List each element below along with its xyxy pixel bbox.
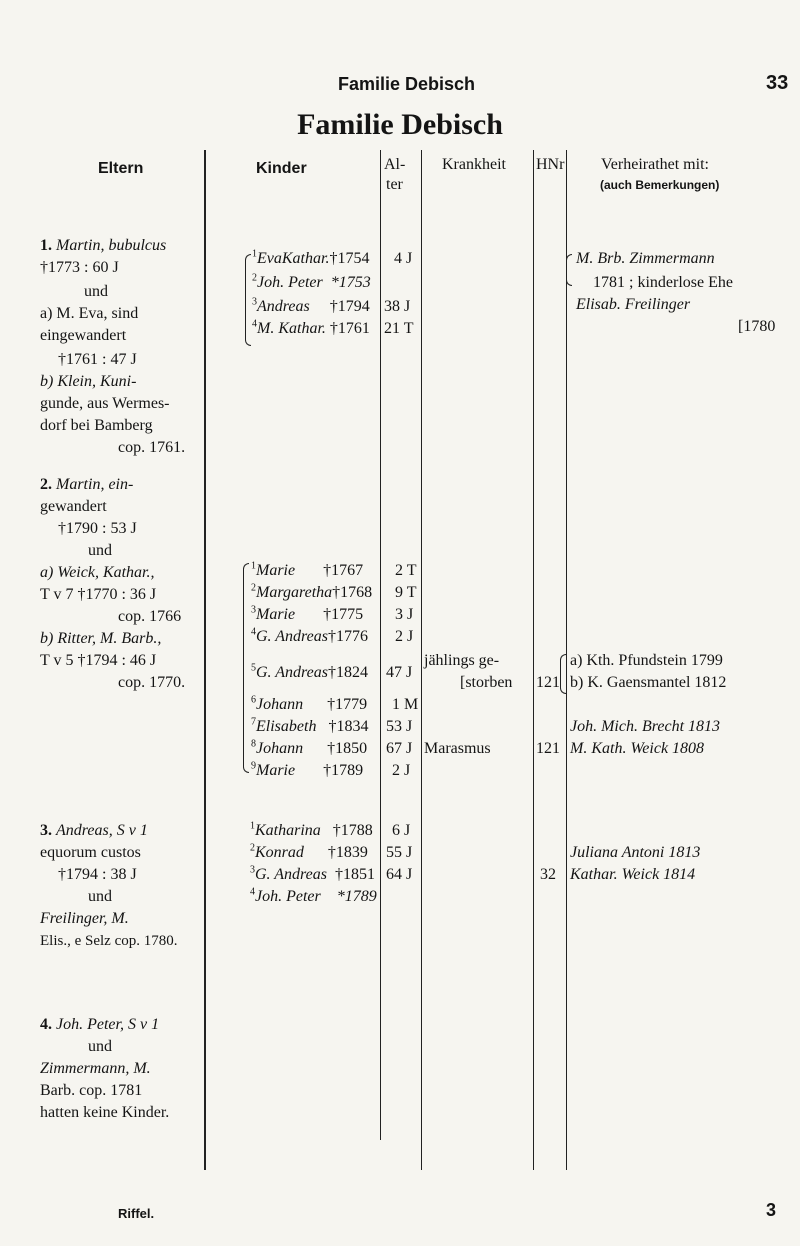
child-age: 47 J [386,664,413,681]
column-header-alter-2: ter [386,176,403,193]
child-row: $^5$G. Andreas†1824 [251,662,368,681]
marriage-line: Elisab. Freilinger [576,296,691,313]
eltern-line: Zimmermann, M. [40,1060,151,1077]
marriage-line: b) K. Gaensmantel 1812 [570,674,727,691]
child-age: 53 J [386,718,413,735]
eltern-line: †1794 : 38 J [58,866,137,883]
eltern-text: Martin, bubulcus [56,237,167,254]
child-row: $^9$Marie †1789 [251,760,364,779]
marriage-line: Joh. Mich. Brecht 1813 [570,718,721,735]
child-age: 38 J [384,298,411,315]
eltern-line: und [84,283,108,300]
child-age: 3 J [395,606,414,623]
marriage-line: M. Kath. Weick 1808 [570,740,705,757]
column-header-kinder: Kinder [256,160,307,177]
eltern-line: 2. Martin, ein- [40,476,134,493]
column-header-eltern: Eltern [98,160,144,177]
child-age: 1 M [392,696,419,713]
eltern-line: gewandert [40,498,107,515]
child-row: $^4$M. Kathar. †1761 [252,318,370,337]
column-header-bemerkungen: (auch Bemerkungen) [600,178,720,192]
eltern-line: eingewandert [40,327,127,344]
eltern-line: und [88,542,112,559]
child-age: 64 J [386,866,413,883]
eltern-line: †1790 : 53 J [58,520,137,537]
column-rule-kinder [380,150,381,1140]
eltern-line: und [88,888,112,905]
child-age: 55 J [386,844,413,861]
page-title: Familie Debisch [297,108,503,141]
child-row: $^3$G. Andreas †1851 [250,864,375,883]
column-header-alter-1: Al- [384,156,406,173]
child-row: $^2$Margaretha†1768 [251,582,373,601]
child-row: $^2$Joh. Peter *1753 [252,272,371,291]
child-row: $^2$Konrad †1839 [250,842,368,861]
child-row: $^8$Johann †1850 [251,738,368,757]
eltern-line: Freilinger, M. [40,910,129,927]
marriage-brace [566,254,572,286]
eltern-line: cop. 1761. [118,439,186,456]
running-head-page-number: 33 [766,72,789,94]
column-header-hnr: HNr [536,156,565,173]
eltern-line: b) Ritter, M. Barb., [40,630,162,647]
column-rule-hnr [566,150,567,1170]
hnr-value: 32 [540,866,556,883]
eltern-line: 4. Joh. Peter, S v 1 [40,1016,160,1033]
column-rule-alter [421,150,422,1170]
marriage-line: M. Brb. Zimmermann [576,250,715,267]
children-brace [245,254,251,346]
marriage-brace [560,654,566,694]
eltern-line: hatten keine Kinder. [40,1104,170,1121]
child-age: 4 J [394,250,413,267]
column-header-verheiratet: Verheirathet mit: [601,156,709,173]
krankheit-line: [storben [460,674,513,691]
column-rule-eltern [204,150,206,1170]
child-row: $^4$G. Andreas†1776 [251,626,368,645]
eltern-line: Elis., e Selz cop. 1780. [40,933,178,949]
child-row: $^3$Marie †1775 [251,604,364,623]
eltern-line: cop. 1766 [118,608,182,625]
child-row: $^1$Marie †1767 [251,560,364,579]
eltern-line: a) Weick, Kathar., [40,564,155,581]
children-brace [243,563,249,773]
child-row: $^1$Katharina †1788 [250,820,373,839]
eltern-line: b) Klein, Kuni- [40,373,137,390]
hnr-value: 121 [536,740,560,757]
child-row: $^4$Joh. Peter *1789 [250,886,377,905]
marriage-line: [1780 [738,318,776,335]
running-head-title: Familie Debisch [338,74,476,94]
footer-signature: 3 [766,1200,777,1220]
child-row: $^1$EvaKathar.†1754 [252,248,370,267]
family-number: 1. [40,237,52,254]
eltern-line: cop. 1770. [118,674,186,691]
eltern-line: und [88,1038,112,1055]
eltern-line: gunde, aus Wermes- [40,395,170,412]
eltern-line [40,235,166,257]
eltern-line: Barb. cop. 1781 [40,1082,143,1099]
child-age: 2 J [392,762,411,779]
child-row: $^6$Johann †1779 [251,694,368,713]
krankheit-line: jählings ge- [424,652,500,669]
eltern-line: †1773 : 60 J [40,259,119,276]
hnr-value: 121 [536,674,560,691]
marriage-line: Juliana Antoni 1813 [570,844,701,861]
column-header-krankheit: Krankheit [442,156,506,173]
eltern-line: equorum custos [40,844,141,861]
child-row: $^7$Elisabeth †1834 [251,716,369,735]
child-age: 67 J [386,740,413,757]
child-age: 2 T [395,562,417,579]
eltern-line: †1761 : 47 J [58,351,137,368]
child-age: 2 J [395,628,414,645]
marriage-line: a) Kth. Pfundstein 1799 [570,652,723,669]
child-age: 21 T [384,320,414,337]
footer-author: Riffel. [118,1206,155,1221]
eltern-line: a) M. Eva, sind [40,305,139,322]
child-age: 9 T [395,584,417,601]
marriage-line: 1781 ; kinderlose Ehe [593,274,733,291]
column-rule-krankheit [533,150,534,1170]
krankheit-line: Marasmus [424,740,491,757]
eltern-line: dorf bei Bamberg [40,417,153,434]
child-row: $^3$Andreas †1794 [252,296,370,315]
child-age: 6 J [392,822,411,839]
marriage-line: Kathar. Weick 1814 [570,866,696,883]
eltern-line: T v 7 †1770 : 36 J [40,586,157,603]
eltern-line: T v 5 †1794 : 46 J [40,652,157,669]
eltern-line: 3. Andreas, S v 1 [40,822,148,839]
